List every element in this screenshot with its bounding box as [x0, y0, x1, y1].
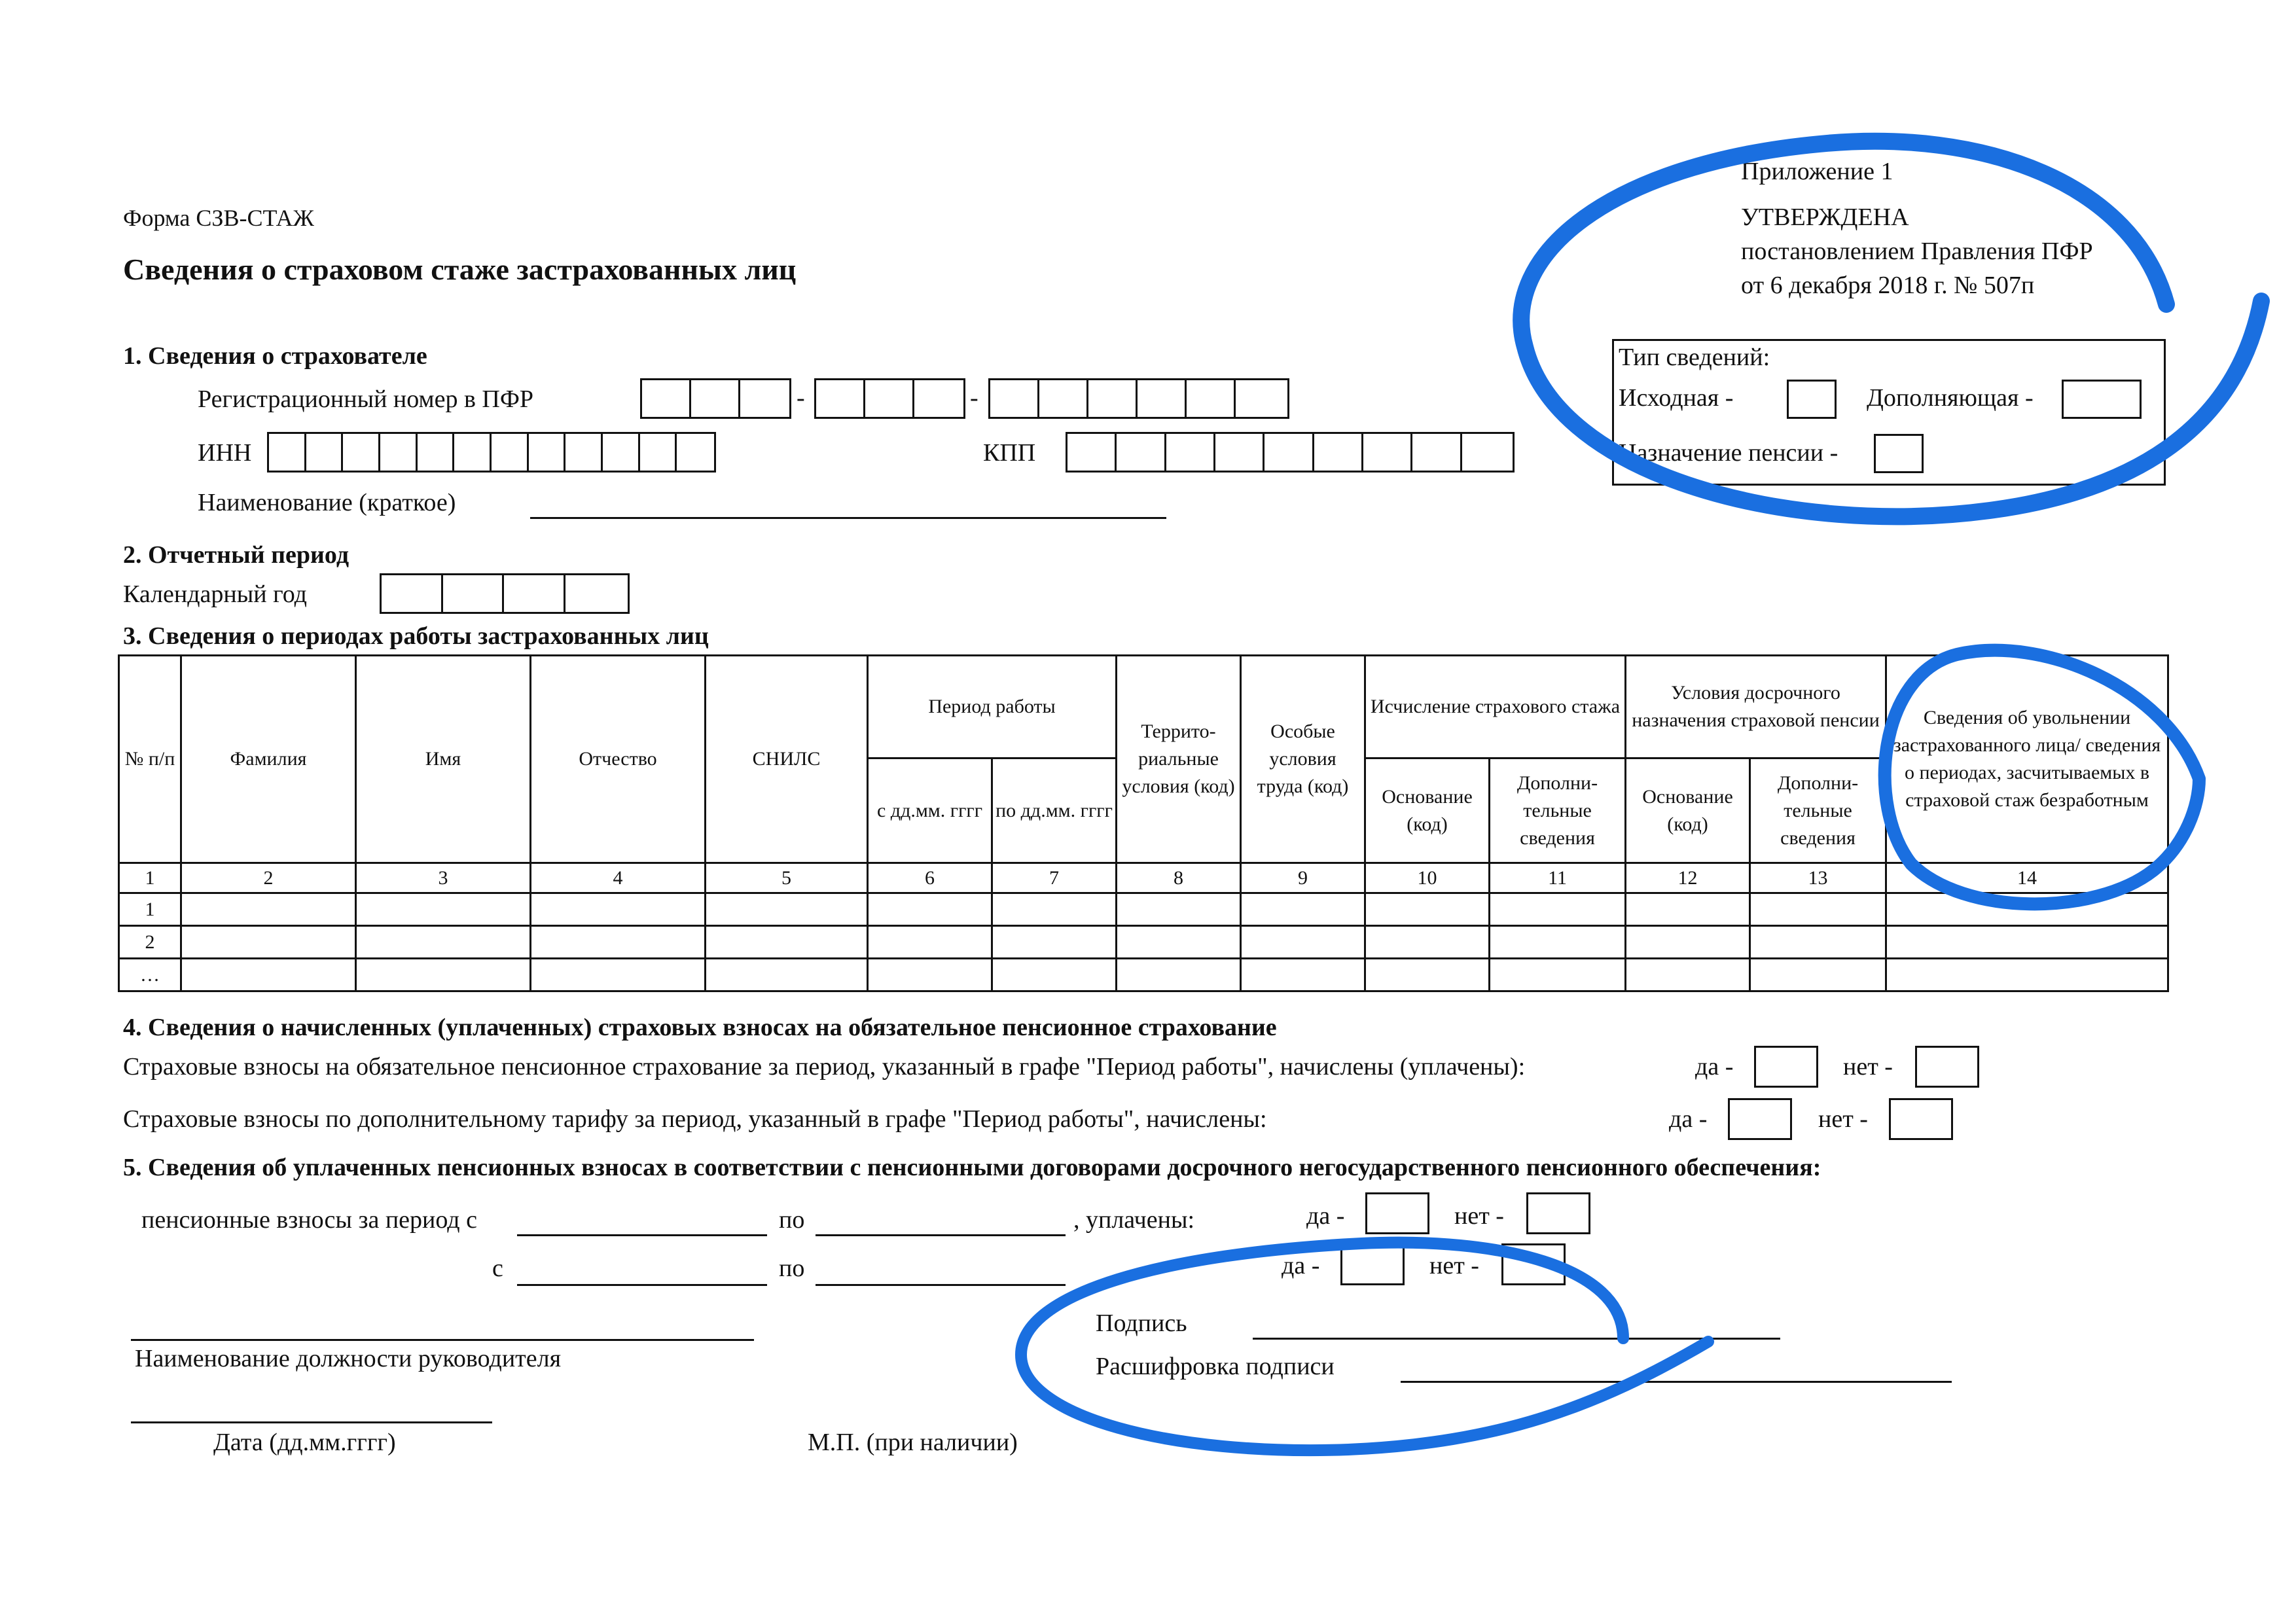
section5-row2-yes-checkbox[interactable] — [1340, 1243, 1405, 1285]
table-cell[interactable] — [531, 959, 706, 991]
section5-row1-no-checkbox[interactable] — [1526, 1192, 1590, 1234]
col-snils-header: СНИЛС — [706, 656, 868, 863]
table-cell[interactable] — [1117, 926, 1241, 959]
table-row — [119, 959, 2168, 991]
info-type-supplementary-checkbox[interactable] — [2062, 380, 2142, 419]
column-number: 11 — [1490, 863, 1626, 893]
section4-line1-yes-label: да - — [1695, 1053, 1734, 1080]
signature-decode-field[interactable] — [1401, 1381, 1952, 1383]
col-period-header: Период работы — [868, 656, 1117, 758]
table-cell[interactable] — [868, 959, 992, 991]
info-type-pension-checkbox[interactable] — [1874, 434, 1924, 473]
form-title: Сведения о страховом стаже застрахованных лиц — [123, 253, 797, 286]
table-cell[interactable] — [181, 893, 356, 926]
column-number: 4 — [531, 863, 706, 893]
table-cell[interactable] — [1490, 893, 1626, 926]
column-number: 1 — [119, 863, 181, 893]
table-cell[interactable] — [992, 926, 1117, 959]
section4-line2-yes-label: да - — [1669, 1105, 1708, 1133]
approved-label: УТВЕРЖДЕНА — [1741, 204, 1909, 231]
table-cell[interactable] — [1117, 893, 1241, 926]
position-field[interactable] — [131, 1339, 754, 1341]
table-cell[interactable] — [1886, 926, 2168, 959]
kpp-boxes[interactable] — [1066, 432, 1515, 473]
table-cell[interactable] — [1241, 926, 1365, 959]
stamp-label: М.П. (при наличии) — [808, 1429, 1018, 1456]
section4-line1-no-checkbox[interactable] — [1915, 1046, 1979, 1088]
col-surname-header: Фамилия — [181, 656, 356, 863]
col-dismissal-header: Сведения об увольнении застрахованного лица/ сведения о периодах, засчитываемых в страховой стаж безработным — [1886, 656, 2168, 863]
table-cell[interactable] — [531, 926, 706, 959]
section5-row1-yes-checkbox[interactable] — [1365, 1192, 1429, 1234]
date-field[interactable] — [131, 1421, 492, 1423]
col-special-header: Особые условия труда (код) — [1241, 656, 1365, 863]
section5-to-field-1[interactable] — [816, 1234, 1066, 1236]
reg-number-part1[interactable] — [640, 378, 791, 419]
col-calc-basis-header: Основание (код) — [1365, 758, 1490, 863]
col-num-header: № п/п — [119, 656, 181, 863]
info-type-pension-label: Назначение пенсии - — [1619, 439, 1839, 467]
table-cell[interactable] — [706, 926, 868, 959]
signature-field[interactable] — [1253, 1338, 1780, 1340]
section2-title: 2. Отчетный период — [123, 541, 350, 569]
calendar-year-label: Календарный год — [123, 580, 307, 608]
table-cell[interactable] — [1365, 959, 1490, 991]
info-type-original-checkbox[interactable] — [1787, 380, 1837, 419]
section4-title: 4. Сведения о начисленных (уплаченных) страховых взносах на обязательное пенсионное страхование — [123, 1014, 1277, 1041]
approved-date-label: от 6 декабря 2018 г. № 507п — [1741, 272, 2035, 299]
section4-line1: Страховые взносы на обязательное пенсионное страхование за период, указанный в графе "Период работы", начислены (уплачены): — [123, 1053, 1526, 1080]
table-cell[interactable] — [1626, 893, 1750, 926]
section5-row2-no-checkbox[interactable] — [1501, 1243, 1566, 1285]
column-number: 8 — [1117, 863, 1241, 893]
date-label: Дата (дд.мм.гггг) — [213, 1429, 396, 1456]
info-type-supplementary-label: Дополняющая - — [1867, 384, 2034, 412]
table-cell[interactable] — [356, 893, 531, 926]
column-number: 7 — [992, 863, 1117, 893]
table-cell[interactable] — [868, 926, 992, 959]
row-number: 2 — [119, 926, 181, 959]
col-from-header: с дд.мм. гггг — [868, 758, 992, 863]
table-cell[interactable] — [356, 926, 531, 959]
col-calc-header: Исчисление страхового стажа — [1365, 656, 1626, 758]
table-cell[interactable] — [1117, 959, 1241, 991]
section3-title: 3. Сведения о периодах работы застрахованных лиц — [123, 622, 709, 650]
section5-period-label: пенсионные взносы за период с — [141, 1206, 477, 1234]
table-cell[interactable] — [1490, 959, 1626, 991]
info-type-original-label: Исходная - — [1619, 384, 1734, 412]
column-number: 12 — [1626, 863, 1750, 893]
table-cell[interactable] — [706, 893, 868, 926]
table-cell[interactable] — [1750, 893, 1886, 926]
table-cell[interactable] — [1750, 959, 1886, 991]
section5-from-label-2: с — [492, 1255, 503, 1282]
section1-title: 1. Сведения о страхователе — [123, 342, 427, 370]
table-cell[interactable] — [1626, 926, 1750, 959]
section5-to-label-2: по — [779, 1255, 805, 1282]
calendar-year-boxes[interactable] — [380, 573, 630, 614]
table-cell[interactable] — [868, 893, 992, 926]
table-cell[interactable] — [1886, 959, 2168, 991]
reg-number-dash-2: - — [970, 384, 978, 412]
short-name-label: Наименование (краткое) — [198, 489, 456, 516]
appendix-label: Приложение 1 — [1741, 158, 1893, 185]
col-patronymic-header: Отчество — [531, 656, 706, 863]
column-number: 3 — [356, 863, 531, 893]
signature-label: Подпись — [1096, 1310, 1187, 1337]
table-cell[interactable] — [992, 893, 1117, 926]
section4-line1-no-label: нет - — [1843, 1053, 1893, 1080]
table-cell[interactable] — [1365, 893, 1490, 926]
column-number: 10 — [1365, 863, 1490, 893]
col-territorial-header: Террито- риальные условия (код) — [1117, 656, 1241, 863]
column-number: 2 — [181, 863, 356, 893]
column-number: 14 — [1886, 863, 2168, 893]
reg-number-part2[interactable] — [814, 378, 965, 419]
kpp-label: КПП — [983, 439, 1036, 467]
info-type-title: Тип сведений: — [1619, 344, 1770, 371]
table-cell[interactable] — [356, 959, 531, 991]
col-calc-extra-header: Дополни- тельные сведения — [1490, 758, 1626, 863]
section5-to-label-1: по — [779, 1206, 805, 1234]
section5-from-field-2[interactable] — [517, 1284, 767, 1286]
short-name-field[interactable] — [530, 517, 1166, 519]
table-cell[interactable] — [1241, 959, 1365, 991]
section4-line2: Страховые взносы по дополнительному тарифу за период, указанный в графе "Период работы", начислены: — [123, 1105, 1267, 1133]
section5-from-field-1[interactable] — [517, 1234, 767, 1236]
row-number: 1 — [119, 893, 181, 926]
section4-line2-yes-checkbox[interactable] — [1728, 1098, 1792, 1140]
col-name-header: Имя — [356, 656, 531, 863]
section5-paid-label: , уплачены: — [1073, 1206, 1195, 1234]
inn-boxes[interactable] — [267, 432, 716, 473]
col-to-header: по дд.мм. гггг — [992, 758, 1117, 863]
table-cell[interactable] — [706, 959, 868, 991]
section5-to-field-2[interactable] — [816, 1284, 1066, 1286]
table-cell[interactable] — [1750, 926, 1886, 959]
column-number: 9 — [1241, 863, 1365, 893]
table-cell[interactable] — [531, 893, 706, 926]
section4-line2-no-label: нет - — [1818, 1105, 1868, 1133]
table-cell[interactable] — [1490, 926, 1626, 959]
section5-row2-no-label: нет - — [1429, 1252, 1479, 1279]
table-cell[interactable] — [1365, 926, 1490, 959]
column-number-row — [119, 863, 2168, 893]
inn-label: ИНН — [198, 439, 252, 467]
col-early-header: Условия досрочного назначения страховой пенсии — [1626, 656, 1886, 758]
section5-row2-yes-label: да - — [1282, 1252, 1320, 1279]
column-number: 6 — [868, 863, 992, 893]
table-cell[interactable] — [1241, 893, 1365, 926]
signature-decode-label: Расшифровка подписи — [1096, 1353, 1335, 1380]
work-periods-table — [118, 654, 2169, 992]
approved-by-label: постановлением Правления ПФР — [1741, 238, 2093, 265]
row-number: … — [119, 959, 181, 991]
table-cell[interactable] — [181, 959, 356, 991]
table-cell[interactable] — [1626, 959, 1750, 991]
table-row — [119, 893, 2168, 926]
table-cell[interactable] — [181, 926, 356, 959]
table-cell[interactable] — [1886, 893, 2168, 926]
column-number: 13 — [1750, 863, 1886, 893]
section4-line2-no-checkbox[interactable] — [1889, 1098, 1953, 1140]
col-early-extra-header: Дополни- тельные сведения — [1750, 758, 1886, 863]
reg-number-dash-1: - — [797, 384, 805, 412]
section4-line1-yes-checkbox[interactable] — [1754, 1046, 1818, 1088]
section5-title: 5. Сведения об уплаченных пенсионных взносах в соответствии с пенсионными договорами досрочного негосударственного пенсионного обеспечения: — [123, 1154, 1821, 1181]
reg-number-label: Регистрационный номер в ПФР — [198, 385, 533, 413]
table-cell[interactable] — [992, 959, 1117, 991]
reg-number-part3[interactable] — [988, 378, 1289, 419]
column-number: 5 — [706, 863, 868, 893]
col-early-basis-header: Основание (код) — [1626, 758, 1750, 863]
form-code: Форма СЗВ-СТАЖ — [123, 205, 314, 231]
table-row — [119, 926, 2168, 959]
section5-row1-yes-label: да - — [1306, 1202, 1345, 1230]
position-label: Наименование должности руководителя — [135, 1345, 562, 1372]
section5-row1-no-label: нет - — [1454, 1202, 1504, 1230]
